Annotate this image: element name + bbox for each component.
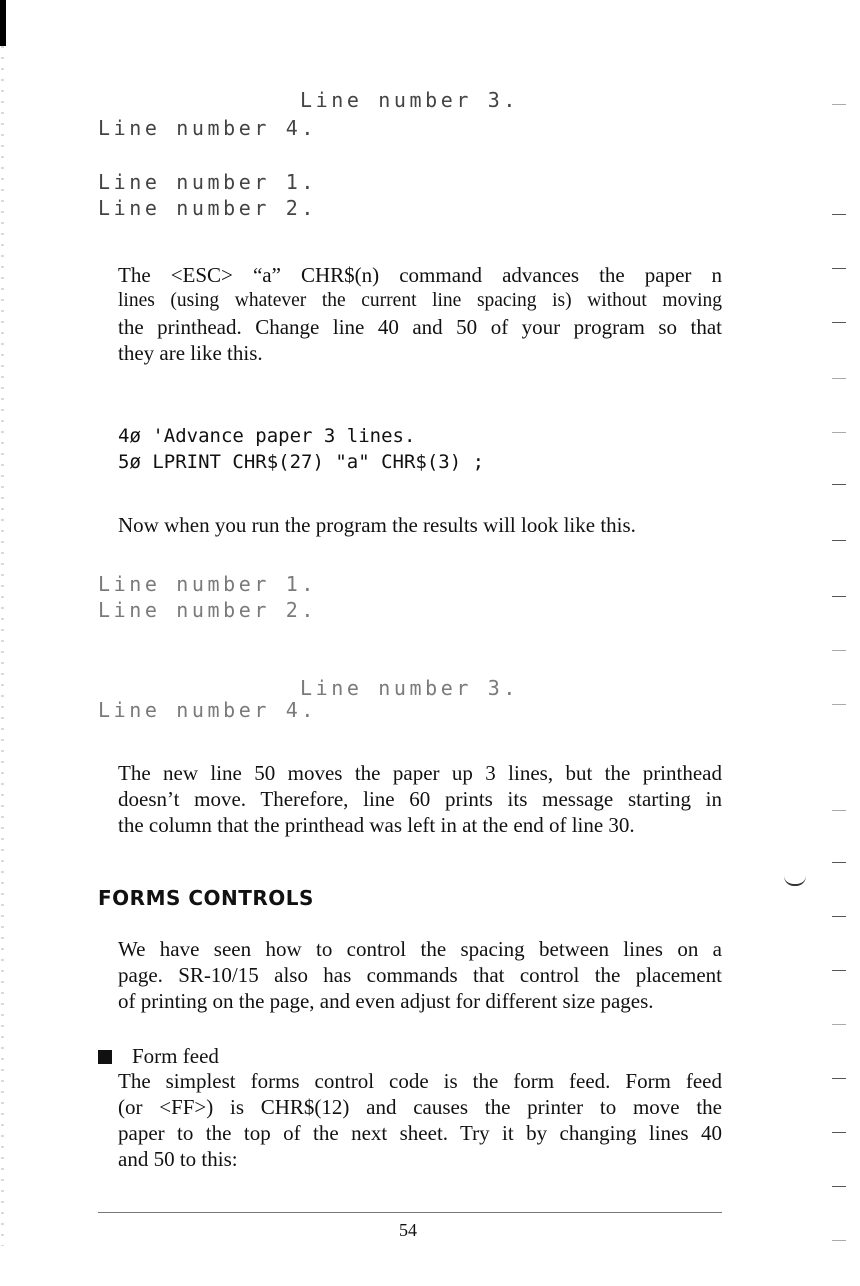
edge-mark [832,1132,846,1133]
printout-line-4: Line number 4. [98,698,317,722]
paragraph-line: lines (using whatever the current line spacing is) without moving [118,290,722,311]
paragraph-line: doesn’t move. Therefore, line 60 prints its message starting in [118,787,722,811]
paragraph-esc-a [118,262,722,366]
code-line-50: 5ø LPRINT CHR$(27) "a" CHR$(3) ; [118,451,485,473]
paragraph-line: page. SR-10/15 also has commands that control the placement [118,963,722,987]
edge-mark [832,268,846,269]
paragraph-line: and 50 to this: [118,1147,238,1171]
paragraph-line: of printing on the page, and even adjust for different size pages. [118,989,654,1013]
edge-mark [832,1024,846,1025]
subsection-heading [98,1044,219,1069]
paragraph-results [118,512,722,538]
printout-line-4: Line number 4. [98,116,317,140]
printout-line-1: Line number 1. [98,170,317,194]
code-line-40: 4ø 'Advance paper 3 lines. [118,425,416,447]
printout-line-2: Line number 2. [98,598,317,622]
paragraph-forms [118,936,722,1014]
square-bullet-icon [98,1050,112,1064]
footer-rule [98,1212,722,1213]
edge-mark [832,1186,846,1187]
binding-edge-mark [0,0,6,46]
edge-mark [832,810,846,811]
printout-line-2: Line number 2. [98,196,317,220]
paragraph-line: Now when you run the program the results will look like this. [118,513,636,537]
edge-mark [832,862,846,863]
edge-mark [832,1240,846,1241]
printout-line-1: Line number 1. [98,572,317,596]
edge-mark [832,104,846,105]
paragraph-line: We have seen how to control the spacing between lines on a [118,937,722,961]
paragraph-form-feed [118,1068,722,1172]
paragraph-line: The simplest forms control code is the form feed. Form feed [118,1069,722,1093]
edge-mark [832,1078,846,1079]
edge-mark [832,432,846,433]
edge-mark [832,378,846,379]
paragraph-line: the printhead. Change line 40 and 50 of your program so that [118,315,722,339]
edge-mark [832,650,846,651]
paragraph-line: The <ESC> “a” CHR$(n) command advances the paper n [118,263,722,287]
paragraph-line: The new line 50 moves the paper up 3 lines, but the printhead [118,761,722,785]
edge-mark [832,484,846,485]
edge-mark [832,322,846,323]
edge-mark [832,916,846,917]
page-number: 54 [399,1220,417,1240]
paragraph-new-line [118,760,722,838]
edge-mark [832,214,846,215]
paragraph-line: paper to the top of the next sheet. Try it by changing lines 40 [118,1121,722,1145]
edge-mark [832,970,846,971]
subsection-heading-label: Form feed [132,1044,219,1068]
paragraph-line: they are like this. [118,341,263,365]
binding-edge-texture [1,46,4,1246]
paragraph-line: the column that the printhead was left in at the end of line 30. [118,813,635,837]
edge-mark [832,704,846,705]
edge-mark [832,596,846,597]
edge-curve-mark [784,876,806,886]
paragraph-line: (or <FF>) is CHR$(12) and causes the printer to move the [118,1095,722,1119]
printout-line-3: Line number 3. [300,88,519,112]
printout-line-3: Line number 3. [300,676,519,700]
section-heading: FORMS CONTROLS [98,886,314,910]
edge-mark [832,540,846,541]
